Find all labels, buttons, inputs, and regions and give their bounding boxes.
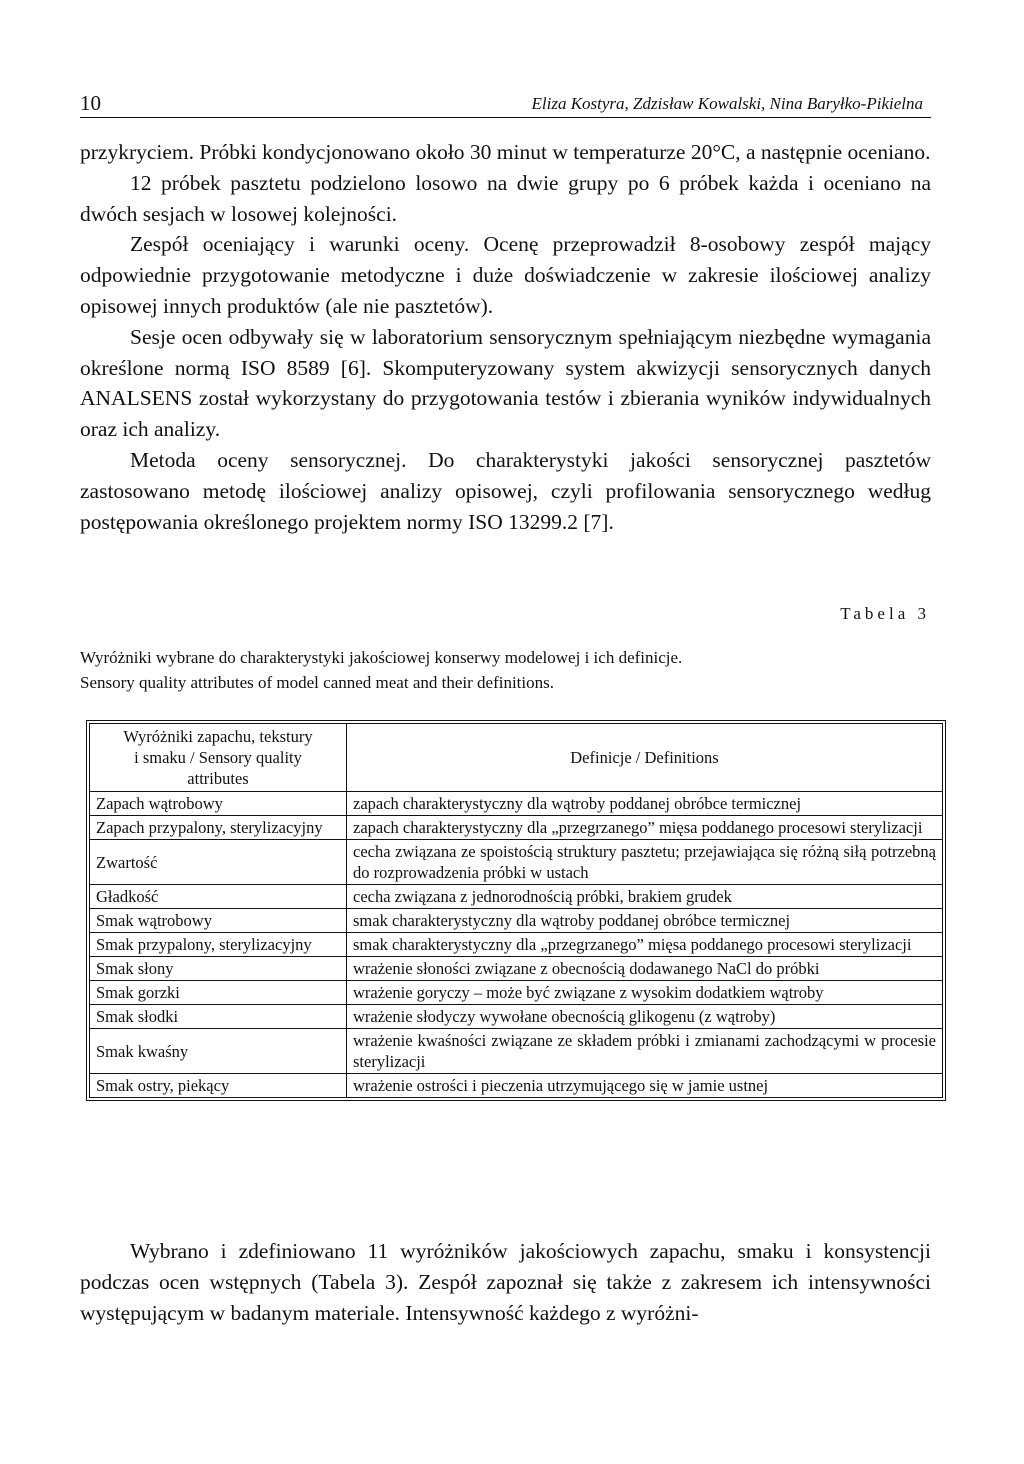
attribute-cell: Smak wątrobowy [90, 909, 347, 933]
column-header-attributes-line-1: Wyróżniki zapachu, tekstury [123, 727, 313, 746]
table-row [90, 1029, 943, 1074]
definition-cell: wrażenie kwaśności związane ze składem próbki i zmianami zachodzącymi w procesie sterylizacji [347, 1029, 943, 1074]
definition-cell: smak charakterystyczny dla „przegrzanego” mięsa poddanego procesowi sterylizacji [347, 933, 943, 957]
attribute-cell: Smak kwaśny [90, 1029, 347, 1074]
table-row [90, 909, 943, 933]
attribute-cell: Gładkość [90, 885, 347, 909]
paragraph-5-lead: Metoda oceny sensorycznej. [130, 447, 407, 472]
page-number: 10 [80, 91, 101, 115]
definition-cell: wrażenie słodyczy wywołane obecnością glikogenu (z wątroby) [347, 1005, 943, 1029]
definition-cell: smak charakterystyczny dla wątroby poddanej obróbce termicznej [347, 909, 943, 933]
column-header-attributes [90, 724, 347, 792]
attribute-cell: Smak przypalony, sterylizacyjny [90, 933, 347, 957]
table-caption-en: Sensory quality attributes of model canned meat and their definitions. [80, 673, 554, 692]
paragraph-6: Wybrano i zdefiniowano 11 wyróżników jakościowych zapachu, smaku i konsystencji podczas ocen wstępnych (Tabela 3). Zespół zapoznał się także z zakresem ich intensywności występującym w badanym materiale. Intensywność każdego z wyróżni- [80, 1239, 931, 1325]
table-header-row [90, 724, 943, 792]
header-authors: Eliza Kostyra, Zdzisław Kowalski, Nina Baryłko-Pikielna [531, 94, 923, 113]
table-row [90, 981, 943, 1005]
attribute-cell: Smak słony [90, 957, 347, 981]
column-header-definitions: Definicje / Definitions [347, 724, 943, 792]
attribute-cell: Zapach wątrobowy [90, 792, 347, 816]
paragraph-5 [80, 445, 931, 537]
table-number-label: Tabela 3 [840, 604, 930, 623]
table-row [90, 816, 943, 840]
attribute-cell: Zwartość [90, 840, 347, 885]
paragraph-3 [80, 229, 931, 321]
table-row [90, 885, 943, 909]
attribute-cell: Zapach przypalony, sterylizacyjny [90, 816, 347, 840]
table-row [90, 957, 943, 981]
body-text-top [80, 137, 931, 537]
table-row [90, 1074, 943, 1098]
paragraph-4: Sesje ocen odbywały się w laboratorium sensorycznym spełniającym niezbędne wymagania określone normą ISO 8589 [6]. Skomputeryzowany system akwizycji sensorycznych danych ANALSENS został wykorzystany do przygotowania testów i zbierania wyników indywidualnych oraz ich analizy. [80, 324, 931, 442]
definition-cell: zapach charakterystyczny dla „przegrzanego” mięsa poddanego procesowi sterylizacji [347, 816, 943, 840]
table-row [90, 840, 943, 885]
table-caption-pl: Wyróżniki wybrane do charakterystyki jakościowej konserwy modelowej i ich definicje. [80, 648, 683, 667]
paragraph-2: 12 próbek pasztetu podzielono losowo na dwie grupy po 6 próbek każda i oceniano na dwóch sesjach w losowej kolejności. [80, 170, 931, 226]
paragraph-5-rest: Do charakterystyki jakości sensorycznej pasztetów zastosowano metodę ilościowej analizy opisowej, czyli profilowania sensorycznego według postępowania określonego projektem normy ISO 13299.2 [7]. [80, 447, 931, 534]
attribute-cell: Smak ostry, piekący [90, 1074, 347, 1098]
column-header-attributes-line-2: i smaku / Sensory quality [134, 748, 302, 767]
table-row [90, 1005, 943, 1029]
definition-cell: wrażenie goryczy – może być związane z wysokim dodatkiem wątroby [347, 981, 943, 1005]
body-text-bottom [80, 1236, 931, 1328]
table-row [90, 792, 943, 816]
table-frame [86, 720, 946, 1101]
attribute-cell: Smak słodki [90, 1005, 347, 1029]
definition-cell: wrażenie ostrości i pieczenia utrzymującego się w jamie ustnej [347, 1074, 943, 1098]
definition-cell: cecha związana z jednorodnością próbki, brakiem grudek [347, 885, 943, 909]
attributes-table [89, 723, 943, 1098]
definition-cell: cecha związana ze spoistością struktury pasztetu; przejawiająca się różną siłą potrzebną do rozprowadzenia próbki w ustach [347, 840, 943, 885]
paragraph-1: przykryciem. Próbki kondycjonowano około 30 minut w temperaturze 20°C, a następnie oceniano. [80, 140, 931, 164]
column-header-attributes-line-3: attributes [187, 769, 249, 788]
table-row [90, 933, 943, 957]
definition-cell: zapach charakterystyczny dla wątroby poddanej obróbce termicznej [347, 792, 943, 816]
definition-cell: wrażenie słoności związane z obecnością dodawanego NaCl do próbki [347, 957, 943, 981]
paragraph-3-lead: Zespół oceniający i warunki oceny. [130, 232, 470, 257]
running-header [80, 91, 931, 118]
paragraph-3-rest: Ocenę przeprowadził 8-osobowy zespół mający odpowiednie przygotowanie metodyczne i duże doświadczenie w zakresie ilościowej analizy opisowej innych produktów (ale nie pasztetów). [80, 232, 931, 318]
attribute-cell: Smak gorzki [90, 981, 347, 1005]
